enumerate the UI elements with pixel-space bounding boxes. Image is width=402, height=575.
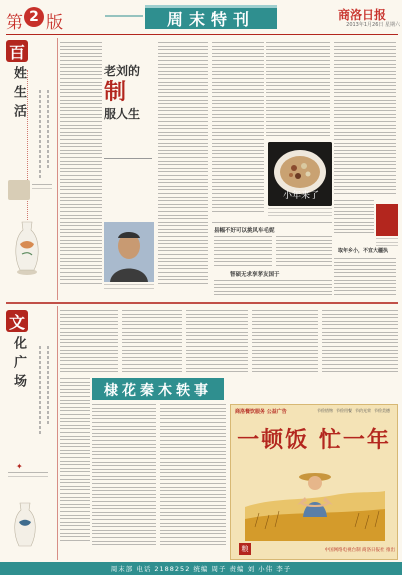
article2-title: 智硕无求享茅友国于 [230,272,280,278]
feature-title [104,62,154,172]
edition-prefix: 第 [6,13,23,33]
header-rule [6,34,398,35]
edition-number-badge: 2 [24,7,44,27]
sidebar-editor-bottom [8,472,48,482]
ad-sub-labels [317,408,397,414]
section-divider [6,302,398,304]
column-divider-bottom [57,306,58,560]
edition-marker [6,6,66,32]
article-bottom-col5 [322,310,398,376]
ad-sub-label: 节俭美德 [374,408,390,413]
ad-poster [230,404,398,560]
stamp-photo [376,204,398,236]
article-bottom-col4 [252,310,318,376]
sidebar-star-bottom: ✦ [16,462,23,471]
ad-caption: 中国网络电视台制 商洛日报社 推出 [324,548,395,553]
sidebar-vertical-text-bottom-2 [44,346,56,426]
header-banner [145,5,277,29]
section-char-bottom: 文 [8,312,25,332]
article1-title: 县幅不好可以挑风车毛妮 [214,228,275,234]
section-char-top: 百 [8,42,25,62]
feature-title-part3: 服人生 [104,107,141,121]
article-text-top-col5 [334,40,396,200]
vase-image [10,218,44,276]
bowl-photo-caption-lines [268,208,332,228]
article-bottom-col1b [60,378,90,558]
sidebar-portrait-top [8,180,30,200]
footer-bar [0,562,402,575]
feature-dash [104,158,152,159]
ad-seal: 粮 [239,543,251,555]
section-title-top: 姓生活 [11,66,26,123]
article1-body-col3 [334,258,396,298]
edition-suffix: 版 [46,13,63,33]
vase-image-bottom [10,500,40,550]
sidebar-editor-line-top [32,184,52,192]
banner-title: 周末特刊 [166,10,255,29]
article2-body [214,280,332,300]
banner-ornament [105,15,143,17]
article3-title: 取年乡小，不宜大疆执 [338,248,389,254]
bowl-photo [268,142,332,206]
article-text-top-col1 [60,40,102,298]
article-text-top-col4 [266,40,330,140]
portrait-photo [104,222,154,282]
section-badge-bottom [6,310,28,332]
column-divider-top [57,38,58,300]
article1-body [214,236,272,268]
paper-logo [338,4,398,22]
story-banner [92,378,224,400]
ad-top-label: 商洛餐饮服务 公益广告 [235,409,287,415]
article-bottom-lower-col1 [92,404,156,558]
feature-title-part1: 老刘的 [104,64,141,78]
mid-rule-1 [212,222,332,223]
article-text-top-col3 [212,40,264,220]
article-bottom-col1 [60,310,118,376]
feature-title-part2: 制 [104,79,127,105]
ad-sub-label: 节俭用餐 [336,408,352,413]
bowl-caption: 小年来了 [282,191,319,201]
article-bottom-col2 [122,310,182,376]
story-banner-title: 棣花秦木轶事 [104,383,212,399]
ad-sub-label: 节俭惜物 [317,408,333,413]
farmer-illustration [245,457,385,541]
section-title-bottom: 化广场 [11,336,26,393]
footer-text: 周末部 电话 2188252 统编 周子 责编 刘 小伟 李子 [110,565,292,573]
article-text-top-col2 [158,40,208,298]
portrait-caption [104,284,154,294]
section-badge-top [6,40,28,62]
article1-body-col2 [276,236,332,268]
ad-title: 一顿饭 忙一年 [237,427,391,453]
article-bottom-lower-col2 [160,404,226,558]
paper-name: 商洛日报 [338,8,387,22]
sidebar-vertical-text-top-2 [44,90,56,170]
article-bottom-col3 [186,310,248,376]
date-line: 2013年1月26日 星期六 [346,22,400,28]
ad-sub-label: 节约光荣 [355,408,371,413]
